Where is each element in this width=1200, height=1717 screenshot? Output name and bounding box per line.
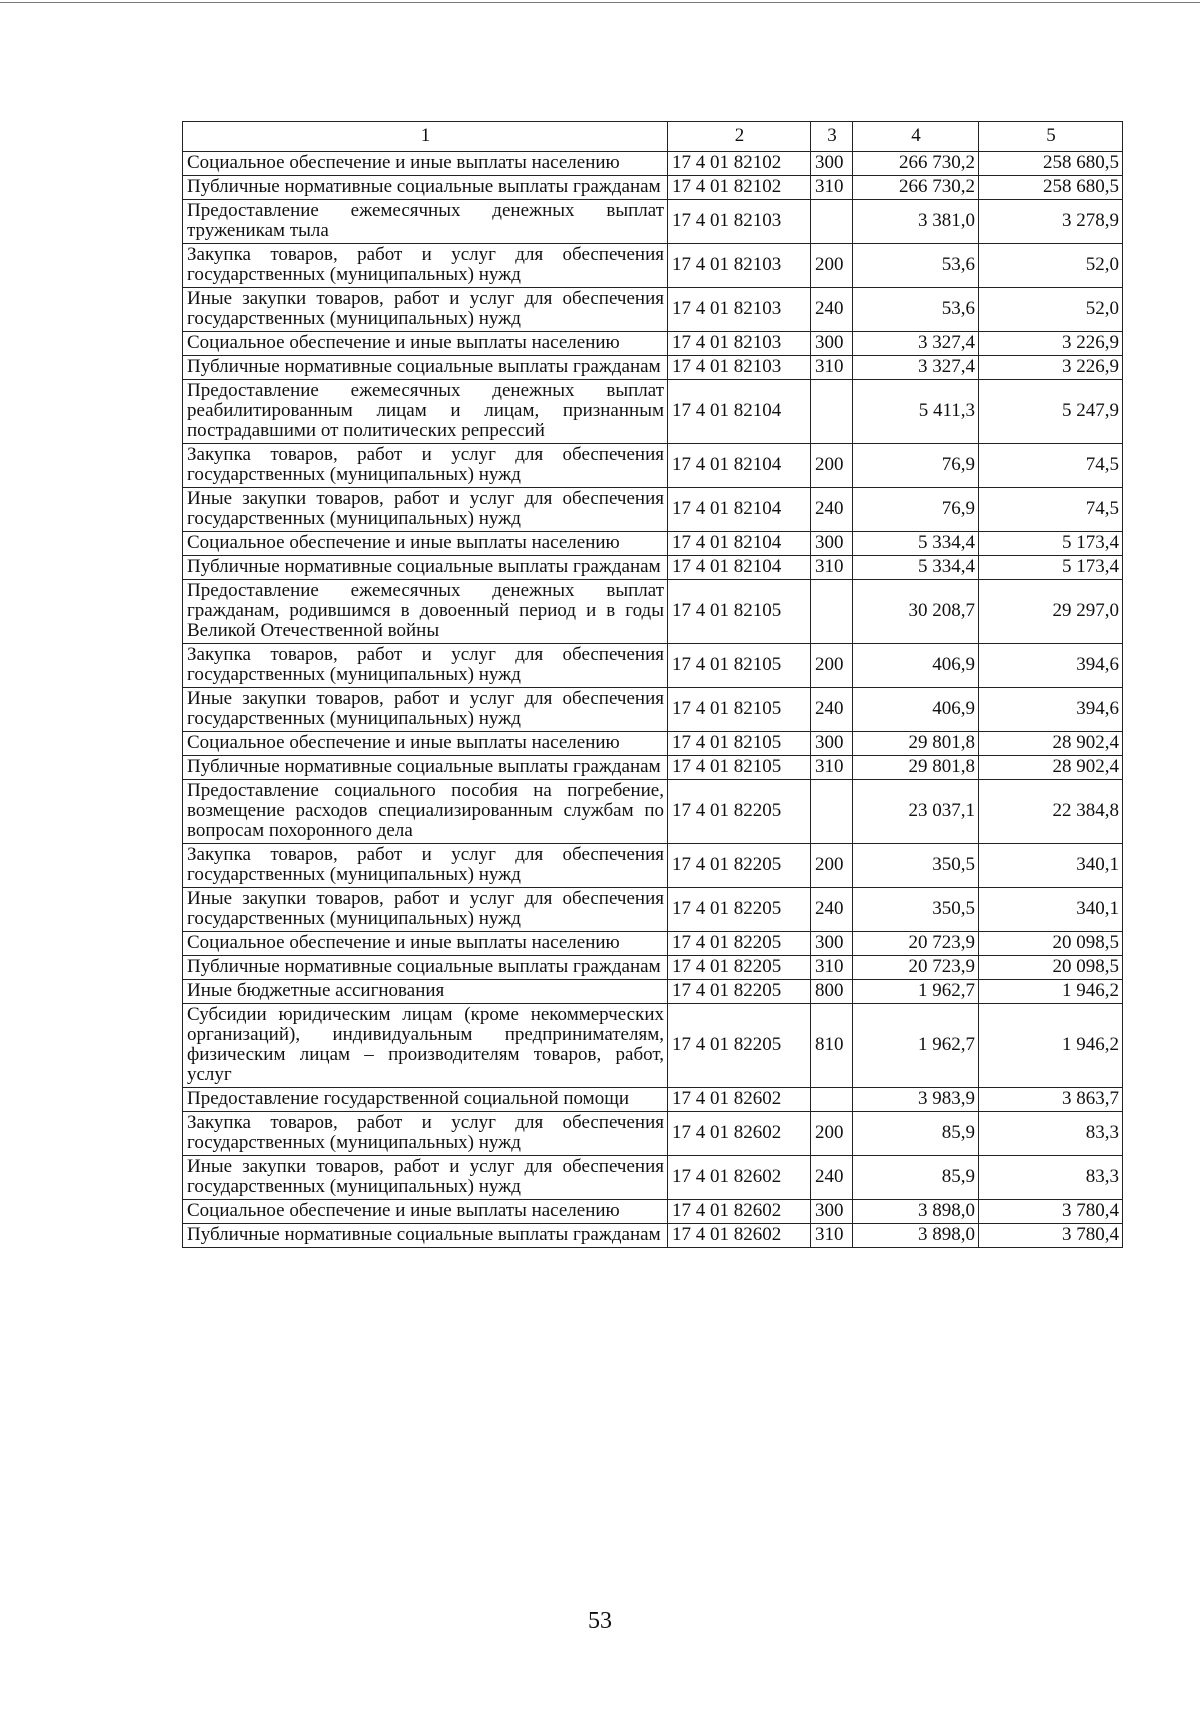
row-csr-code: 17 4 01 82102 (668, 152, 811, 176)
row-vr-code: 310 (811, 356, 853, 380)
row-csr-code: 17 4 01 82104 (668, 532, 811, 556)
row-amount-1: 5 334,4 (853, 532, 979, 556)
row-vr-code: 300 (811, 732, 853, 756)
row-vr-code: 810 (811, 1004, 853, 1088)
header-col-5: 5 (979, 122, 1123, 152)
row-amount-2: 3 226,9 (979, 332, 1123, 356)
table-row (183, 932, 1123, 956)
row-vr-code: 240 (811, 288, 853, 332)
row-csr-code: 17 4 01 82103 (668, 332, 811, 356)
row-csr-code: 17 4 01 82104 (668, 556, 811, 580)
row-amount-1: 76,9 (853, 444, 979, 488)
row-csr-code: 17 4 01 82602 (668, 1088, 811, 1112)
row-amount-1: 1 962,7 (853, 980, 979, 1004)
row-amount-2: 83,3 (979, 1112, 1123, 1156)
row-amount-2: 394,6 (979, 644, 1123, 688)
table-row (183, 956, 1123, 980)
table-row (183, 380, 1123, 444)
table-row (183, 356, 1123, 380)
row-amount-1: 1 962,7 (853, 1004, 979, 1088)
row-name: Социальное обеспечение и иные выплаты населению (183, 732, 668, 756)
row-amount-1: 5 334,4 (853, 556, 979, 580)
row-csr-code: 17 4 01 82105 (668, 644, 811, 688)
row-csr-code: 17 4 01 82103 (668, 244, 811, 288)
row-amount-2: 28 902,4 (979, 732, 1123, 756)
row-vr-code: 300 (811, 152, 853, 176)
row-amount-1: 76,9 (853, 488, 979, 532)
header-col-3: 3 (811, 122, 853, 152)
table-row (183, 1004, 1123, 1088)
row-amount-2: 5 173,4 (979, 532, 1123, 556)
row-amount-2: 1 946,2 (979, 1004, 1123, 1088)
row-amount-2: 3 278,9 (979, 200, 1123, 244)
row-amount-1: 29 801,8 (853, 756, 979, 780)
row-csr-code: 17 4 01 82205 (668, 980, 811, 1004)
row-amount-2: 52,0 (979, 288, 1123, 332)
row-amount-2: 258 680,5 (979, 152, 1123, 176)
row-name: Публичные нормативные социальные выплаты гражданам (183, 356, 668, 380)
row-vr-code: 240 (811, 488, 853, 532)
row-csr-code: 17 4 01 82205 (668, 932, 811, 956)
row-csr-code: 17 4 01 82602 (668, 1112, 811, 1156)
table-row (183, 1200, 1123, 1224)
row-csr-code: 17 4 01 82205 (668, 956, 811, 980)
row-amount-2: 340,1 (979, 844, 1123, 888)
row-amount-1: 85,9 (853, 1156, 979, 1200)
row-vr-code: 200 (811, 844, 853, 888)
table-row (183, 200, 1123, 244)
row-name: Социальное обеспечение и иные выплаты населению (183, 532, 668, 556)
header-col-2: 2 (668, 122, 811, 152)
row-name: Иные закупки товаров, работ и услуг для обеспечения государственных (муниципальных) нужд (183, 888, 668, 932)
row-vr-code (811, 200, 853, 244)
row-vr-code: 200 (811, 1112, 853, 1156)
table-row (183, 288, 1123, 332)
row-name: Закупка товаров, работ и услуг для обеспечения государственных (муниципальных) нужд (183, 444, 668, 488)
row-name: Публичные нормативные социальные выплаты гражданам (183, 956, 668, 980)
table-row (183, 844, 1123, 888)
row-vr-code: 310 (811, 756, 853, 780)
row-csr-code: 17 4 01 82205 (668, 888, 811, 932)
row-vr-code: 200 (811, 244, 853, 288)
row-name: Публичные нормативные социальные выплаты гражданам (183, 756, 668, 780)
row-csr-code: 17 4 01 82105 (668, 732, 811, 756)
row-amount-2: 20 098,5 (979, 956, 1123, 980)
table-row (183, 780, 1123, 844)
row-vr-code (811, 580, 853, 644)
row-csr-code: 17 4 01 82602 (668, 1224, 811, 1248)
row-amount-2: 3 863,7 (979, 1088, 1123, 1112)
row-vr-code: 310 (811, 556, 853, 580)
table-row (183, 532, 1123, 556)
row-amount-2: 28 902,4 (979, 756, 1123, 780)
row-amount-2: 340,1 (979, 888, 1123, 932)
row-csr-code: 17 4 01 82104 (668, 380, 811, 444)
table-header (183, 122, 1123, 152)
row-name: Иные закупки товаров, работ и услуг для обеспечения государственных (муниципальных) нужд (183, 688, 668, 732)
row-amount-2: 1 946,2 (979, 980, 1123, 1004)
row-amount-2: 5 247,9 (979, 380, 1123, 444)
row-amount-1: 3 898,0 (853, 1200, 979, 1224)
row-amount-2: 83,3 (979, 1156, 1123, 1200)
scan-border-line (0, 2, 1200, 3)
row-name: Закупка товаров, работ и услуг для обеспечения государственных (муниципальных) нужд (183, 644, 668, 688)
table-row (183, 1088, 1123, 1112)
table-row (183, 244, 1123, 288)
row-amount-1: 3 381,0 (853, 200, 979, 244)
table-row (183, 176, 1123, 200)
row-vr-code: 240 (811, 888, 853, 932)
table-row (183, 756, 1123, 780)
row-vr-code: 300 (811, 532, 853, 556)
row-amount-1: 350,5 (853, 844, 979, 888)
table-row (183, 1224, 1123, 1248)
table-row (183, 732, 1123, 756)
table-row (183, 580, 1123, 644)
table-row (183, 444, 1123, 488)
row-csr-code: 17 4 01 82205 (668, 780, 811, 844)
row-csr-code: 17 4 01 82602 (668, 1200, 811, 1224)
table-row (183, 688, 1123, 732)
row-amount-1: 266 730,2 (853, 152, 979, 176)
row-csr-code: 17 4 01 82104 (668, 488, 811, 532)
row-vr-code (811, 1088, 853, 1112)
row-name: Иные закупки товаров, работ и услуг для обеспечения государственных (муниципальных) нужд (183, 288, 668, 332)
row-name: Закупка товаров, работ и услуг для обеспечения государственных (муниципальных) нужд (183, 844, 668, 888)
row-name: Социальное обеспечение и иные выплаты населению (183, 152, 668, 176)
row-name: Публичные нормативные социальные выплаты гражданам (183, 176, 668, 200)
row-csr-code: 17 4 01 82105 (668, 756, 811, 780)
row-name: Иные закупки товаров, работ и услуг для обеспечения государственных (муниципальных) нужд (183, 488, 668, 532)
row-vr-code: 200 (811, 644, 853, 688)
header-row (183, 122, 1123, 152)
page-number: 53 (588, 1608, 612, 1634)
row-amount-2: 258 680,5 (979, 176, 1123, 200)
row-vr-code: 310 (811, 1224, 853, 1248)
row-vr-code: 800 (811, 980, 853, 1004)
row-vr-code: 240 (811, 688, 853, 732)
table-row (183, 1156, 1123, 1200)
row-name: Предоставление государственной социальной помощи (183, 1088, 668, 1112)
row-amount-1: 20 723,9 (853, 956, 979, 980)
row-amount-1: 53,6 (853, 244, 979, 288)
row-amount-2: 74,5 (979, 488, 1123, 532)
row-amount-1: 3 327,4 (853, 332, 979, 356)
row-amount-1: 20 723,9 (853, 932, 979, 956)
row-csr-code: 17 4 01 82102 (668, 176, 811, 200)
row-name: Предоставление ежемесячных денежных выплат реабилитированным лицам и лицам, признанным пострадавшими от политических репрессий (183, 380, 668, 444)
row-amount-2: 3 226,9 (979, 356, 1123, 380)
row-name: Социальное обеспечение и иные выплаты населению (183, 1200, 668, 1224)
table-row (183, 980, 1123, 1004)
row-vr-code: 300 (811, 1200, 853, 1224)
budget-table (182, 121, 1123, 1248)
table-row (183, 888, 1123, 932)
row-amount-2: 5 173,4 (979, 556, 1123, 580)
row-vr-code: 300 (811, 332, 853, 356)
row-amount-2: 22 384,8 (979, 780, 1123, 844)
row-csr-code: 17 4 01 82103 (668, 356, 811, 380)
row-amount-1: 53,6 (853, 288, 979, 332)
row-amount-1: 3 983,9 (853, 1088, 979, 1112)
row-amount-2: 52,0 (979, 244, 1123, 288)
row-amount-2: 394,6 (979, 688, 1123, 732)
table-row (183, 556, 1123, 580)
row-csr-code: 17 4 01 82103 (668, 288, 811, 332)
row-csr-code: 17 4 01 82602 (668, 1156, 811, 1200)
row-amount-1: 350,5 (853, 888, 979, 932)
row-amount-1: 29 801,8 (853, 732, 979, 756)
row-vr-code: 300 (811, 932, 853, 956)
row-amount-1: 406,9 (853, 644, 979, 688)
row-vr-code: 200 (811, 444, 853, 488)
row-amount-1: 5 411,3 (853, 380, 979, 444)
row-name: Публичные нормативные социальные выплаты гражданам (183, 1224, 668, 1248)
row-name: Иные закупки товаров, работ и услуг для обеспечения государственных (муниципальных) нужд (183, 1156, 668, 1200)
row-amount-2: 3 780,4 (979, 1224, 1123, 1248)
row-name: Социальное обеспечение и иные выплаты населению (183, 332, 668, 356)
row-amount-1: 85,9 (853, 1112, 979, 1156)
row-amount-2: 20 098,5 (979, 932, 1123, 956)
row-name: Предоставление ежемесячных денежных выплат труженикам тыла (183, 200, 668, 244)
row-csr-code: 17 4 01 82103 (668, 200, 811, 244)
row-name: Закупка товаров, работ и услуг для обеспечения государственных (муниципальных) нужд (183, 244, 668, 288)
row-amount-2: 29 297,0 (979, 580, 1123, 644)
row-amount-1: 266 730,2 (853, 176, 979, 200)
row-amount-2: 3 780,4 (979, 1200, 1123, 1224)
row-name: Иные бюджетные ассигнования (183, 980, 668, 1004)
row-vr-code: 310 (811, 956, 853, 980)
row-amount-1: 23 037,1 (853, 780, 979, 844)
row-name: Закупка товаров, работ и услуг для обеспечения государственных (муниципальных) нужд (183, 1112, 668, 1156)
row-csr-code: 17 4 01 82105 (668, 580, 811, 644)
row-name: Субсидии юридическим лицам (кроме некоммерческих организаций), индивидуальным предпринимателям, физическим лицам – производителям товаров, работ, услуг (183, 1004, 668, 1088)
row-csr-code: 17 4 01 82105 (668, 688, 811, 732)
row-amount-1: 30 208,7 (853, 580, 979, 644)
row-amount-1: 406,9 (853, 688, 979, 732)
header-col-4: 4 (853, 122, 979, 152)
row-csr-code: 17 4 01 82205 (668, 844, 811, 888)
row-name: Предоставление ежемесячных денежных выплат гражданам, родившимся в довоенный период и в годы Великой Отечественной войны (183, 580, 668, 644)
table-body (183, 152, 1123, 1248)
row-vr-code (811, 780, 853, 844)
row-name: Предоставление социального пособия на погребение, возмещение расходов специализированным службам по вопросам похоронного дела (183, 780, 668, 844)
table-row (183, 488, 1123, 532)
row-amount-1: 3 898,0 (853, 1224, 979, 1248)
row-csr-code: 17 4 01 82104 (668, 444, 811, 488)
row-csr-code: 17 4 01 82205 (668, 1004, 811, 1088)
row-vr-code: 240 (811, 1156, 853, 1200)
table-row (183, 332, 1123, 356)
table-row (183, 1112, 1123, 1156)
row-vr-code: 310 (811, 176, 853, 200)
table-row (183, 644, 1123, 688)
header-col-1: 1 (183, 122, 668, 152)
row-name: Социальное обеспечение и иные выплаты населению (183, 932, 668, 956)
row-amount-2: 74,5 (979, 444, 1123, 488)
table-row (183, 152, 1123, 176)
row-amount-1: 3 327,4 (853, 356, 979, 380)
row-name: Публичные нормативные социальные выплаты гражданам (183, 556, 668, 580)
row-vr-code (811, 380, 853, 444)
